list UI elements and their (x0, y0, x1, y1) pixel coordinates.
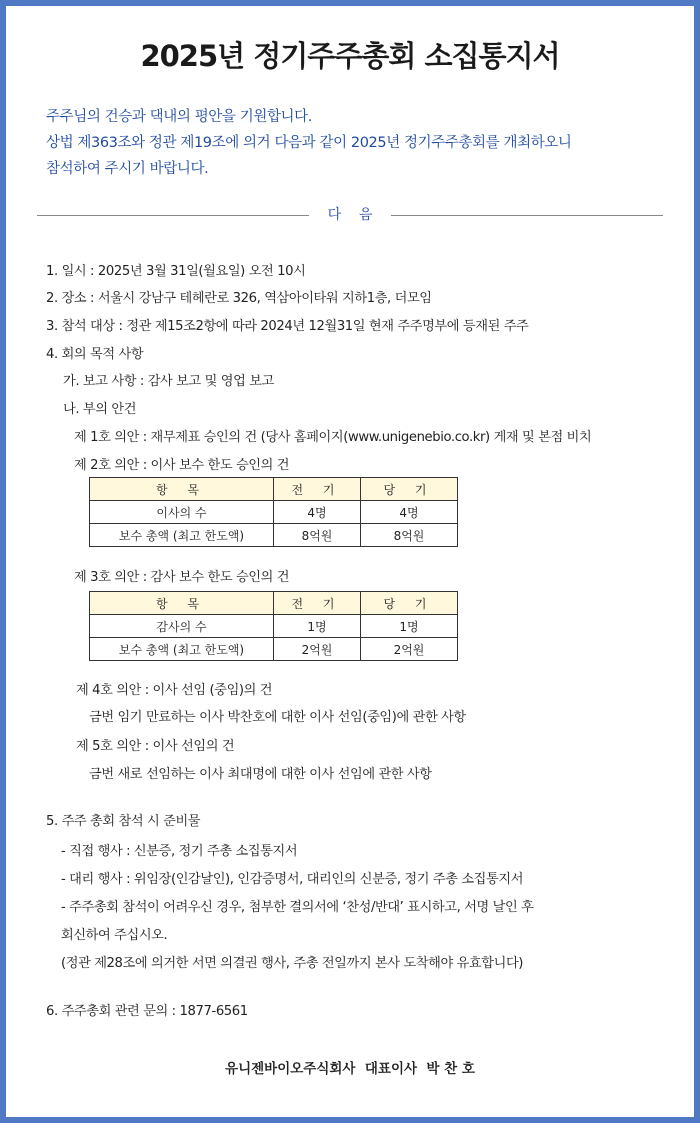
greeting-line-3: 참석하여 주시기 바랍니다. (46, 161, 209, 177)
greeting-block (46, 104, 666, 182)
table-cell: 4명 (274, 501, 361, 524)
table-cell: 1명 (274, 615, 361, 638)
greeting-line-1: 주주님의 건승과 댁내의 평안을 기원합니다. (46, 109, 312, 125)
divider-label: 다 음 (327, 207, 373, 223)
item-report: 가. 보고 사항 : 감사 보고 및 영업 보고 (63, 374, 274, 389)
table-row (90, 524, 458, 547)
table-cell: 8억원 (274, 524, 361, 547)
prep-written-2: 회신하여 주십시오. (61, 928, 168, 943)
contact-line: 6. 주주총회 관련 문의 : 1877-6561 (46, 1004, 248, 1019)
table-header-cell: 전 기 (274, 478, 361, 501)
page-title: 2025년 정기주주총회 소집통지서 (140, 39, 560, 73)
table-row (90, 501, 458, 524)
table-header-cell: 전 기 (274, 592, 361, 615)
table-header-row (90, 478, 458, 501)
item-date: 1. 일시 : 2025년 3월 31일(월요일) 오전 10시 (46, 264, 306, 279)
table-header-cell: 항 목 (90, 478, 274, 501)
item-eligibility: 3. 참석 대상 : 정관 제15조2항에 따라 2024년 12월31일 현재 주주명부에 등재된 주주 (46, 319, 529, 334)
section-divider (37, 205, 663, 225)
director-pay-table (89, 477, 458, 547)
prep-heading: 5. 주주 총회 참석 시 준비물 (46, 814, 201, 829)
prep-proxy: - 대리 행사 : 위임장(인감날인), 인감증명서, 대리인의 신분증, 정기 주총 소집통지서 (61, 872, 524, 887)
table-cell: 보수 총액 (최고 한도액) (90, 638, 274, 661)
prep-direct: - 직접 행사 : 신분증, 정기 주총 소집통지서 (61, 844, 298, 859)
item-purpose-heading: 4. 회의 목적 사항 (46, 347, 144, 362)
table-header-cell: 당 기 (361, 478, 458, 501)
table-header-cell: 항 목 (90, 592, 274, 615)
item-resolution-heading: 나. 부의 안건 (63, 402, 137, 417)
agenda-2: 제 2호 의안 : 이사 보수 한도 승인의 건 (74, 458, 290, 473)
table-row (90, 638, 458, 661)
table-row (90, 615, 458, 638)
table-cell: 4명 (361, 501, 458, 524)
agenda-4-detail: 금번 임기 만료하는 이사 박찬호에 대한 이사 선임(중임)에 관한 사항 (89, 710, 466, 725)
agenda-5-detail: 금번 새로 선임하는 이사 최대명에 대한 이사 선임에 관한 사항 (89, 767, 432, 782)
agenda-3: 제 3호 의안 : 감사 보수 한도 승인의 건 (74, 570, 290, 585)
table-cell: 8억원 (361, 524, 458, 547)
table-cell: 1명 (361, 615, 458, 638)
agenda-1: 제 1호 의안 : 재무제표 승인의 건 (당사 홈페이지(www.unigenebio.co.kr) 게재 및 본점 비치 (74, 430, 592, 445)
table-cell: 감사의 수 (90, 615, 274, 638)
table-cell: 보수 총액 (최고 한도액) (90, 524, 274, 547)
greeting-line-2: 상법 제363조와 정관 제19조에 의거 다음과 같이 2025년 정기주주총회를 개최하오니 (46, 135, 572, 151)
item-place: 2. 장소 : 서울시 강남구 테헤란로 326, 역삼아이타워 지하1층, 더모임 (46, 291, 432, 306)
table-cell: 2억원 (361, 638, 458, 661)
auditor-pay-table (89, 591, 458, 661)
signature: 유니젠바이오주식회사 대표이사 박 찬 호 (225, 1061, 475, 1077)
divider-line-right (391, 215, 663, 216)
table-cell: 이사의 수 (90, 501, 274, 524)
agenda-5: 제 5호 의안 : 이사 선임의 건 (76, 739, 235, 754)
agenda-4: 제 4호 의안 : 이사 선임 (중임)의 건 (76, 683, 273, 698)
table-header-row (90, 592, 458, 615)
table-cell: 2억원 (274, 638, 361, 661)
divider-line-left (37, 215, 309, 216)
prep-note: (정관 제28조에 의거한 서면 의결권 행사, 주총 전일까지 본사 도착해야 유효합니다) (61, 956, 524, 971)
prep-written-1: - 주주총회 참석이 어려우신 경우, 첨부한 결의서에 ‘찬성/반대’ 표시하고, 서명 날인 후 (61, 900, 534, 915)
table-header-cell: 당 기 (361, 592, 458, 615)
